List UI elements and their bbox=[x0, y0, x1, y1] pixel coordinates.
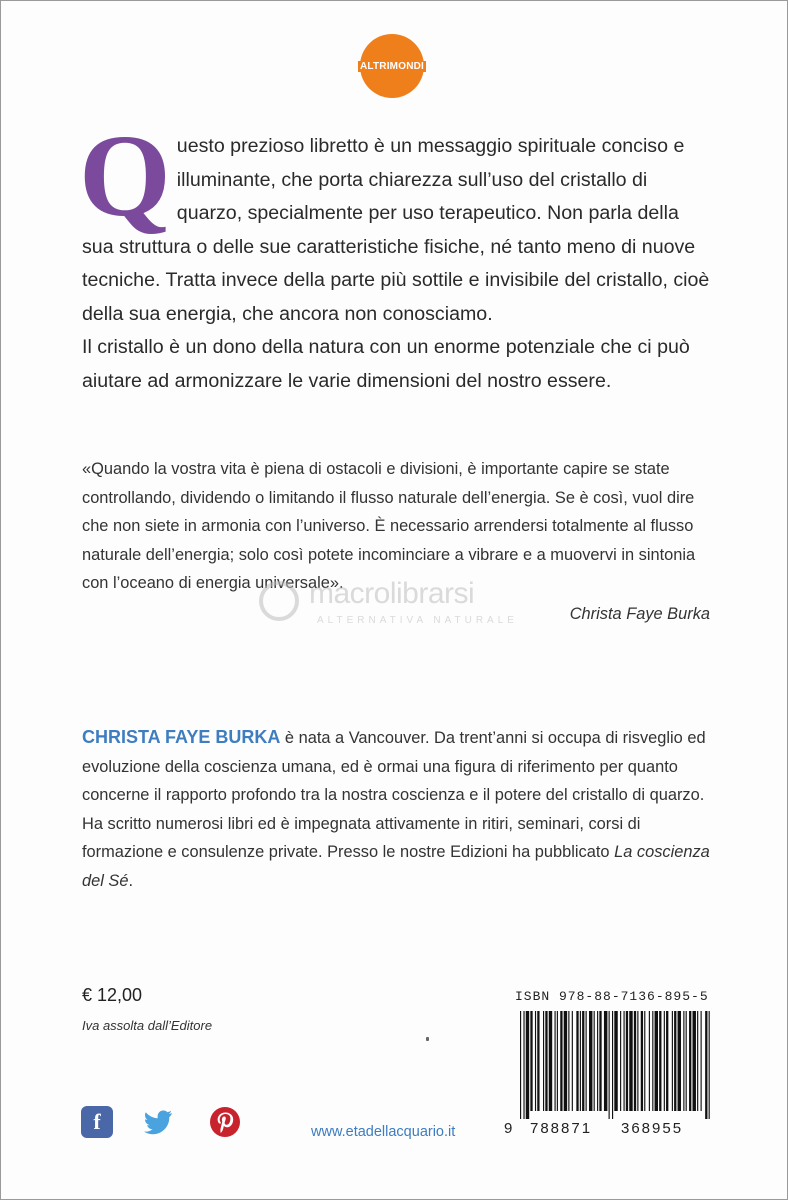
barcode-digits-right: 368955 bbox=[621, 1120, 684, 1136]
altrimondi-badge bbox=[360, 34, 424, 98]
barcode-bar bbox=[697, 1011, 698, 1111]
barcode-bar bbox=[701, 1011, 702, 1111]
vat-note: Iva assolta dall’Editore bbox=[82, 1018, 213, 1033]
barcode-bar bbox=[652, 1011, 653, 1111]
barcode-bar bbox=[564, 1011, 567, 1111]
quote-text: «Quando la vostra vita è piena di ostacoli e divisioni, è importante capire se state controllando, dividendo o limitando il flusso naturale dell’energia. Se è così, vuol dire che non siete in armonia con l’universo. È necessario arrendersi totalmente al flusso naturale dell’energia; solo così potete incominciare a vibrare e a muovervi in sintonia con l’oceano di energia universale». bbox=[82, 460, 696, 592]
barcode-bar bbox=[549, 1011, 552, 1111]
barcode-bar bbox=[545, 1011, 547, 1111]
barcode-bar bbox=[678, 1011, 681, 1111]
barcode-bar bbox=[560, 1011, 562, 1111]
barcode-bar bbox=[689, 1011, 691, 1111]
badge-label: ALTRIMONDI bbox=[359, 60, 425, 72]
barcode-bar bbox=[580, 1011, 581, 1111]
barcode-bar bbox=[683, 1011, 684, 1111]
barcode-bar bbox=[555, 1011, 556, 1111]
barcode-bar bbox=[604, 1011, 607, 1111]
barcode-bar bbox=[523, 1011, 524, 1119]
barcode-bar bbox=[535, 1011, 536, 1111]
barcode-bar bbox=[568, 1011, 569, 1111]
barcode-bar bbox=[599, 1011, 601, 1111]
facebook-icon[interactable]: f bbox=[81, 1106, 113, 1138]
barcode-bar bbox=[666, 1011, 668, 1111]
website-link[interactable]: www.etadellacquario.it bbox=[311, 1124, 456, 1140]
barcode-bar bbox=[644, 1011, 645, 1111]
barcode-bar bbox=[620, 1011, 621, 1111]
isbn-label: ISBN 978-88-7136-895-5 bbox=[515, 989, 709, 1004]
barcode-bar bbox=[582, 1011, 584, 1111]
barcode-bar bbox=[686, 1011, 687, 1111]
quote-attribution: Christa Faye Burka bbox=[569, 604, 710, 623]
barcode-bar bbox=[557, 1011, 558, 1111]
barcode-bar bbox=[624, 1011, 625, 1111]
barcode-digits bbox=[504, 1120, 683, 1136]
bio-end: . bbox=[128, 871, 134, 890]
intro-text bbox=[79, 110, 710, 398]
barcode-digits-left: 788871 bbox=[530, 1120, 593, 1136]
watermark-tagline: ALTERNATIVA NATURALE bbox=[317, 615, 518, 626]
bio-text: è nata a Vancouver. Da trent’anni si occupa di risveglio ed evoluzione della coscienza umana, ed è ormai una figura di riferimento per quanto concerne il rapporto profondo tra la nostra coscienza e il potere del cristallo di quarzo. Ha scritto numerosi libri ed è impegnata attivamente in ritiri, seminari, corsi di formazione e consulenze private. Presso le nostre Edizioni ha pubblicato bbox=[82, 729, 706, 861]
intro-paragraph-1: uesto prezioso libretto è un messaggio spirituale conciso e illuminante, che porta chiarezza sull’uso del cristallo di quarzo, specialmente per uso terapeutico. Non parla della sua struttura o delle sue caratteristiche fisiche, né tanto meno di nuove tecniche. Tratta invece della parte più sottile e invisibile del cristallo, cioè della sua energia, che ancora non conosciamo. bbox=[82, 135, 710, 325]
author-bio bbox=[82, 723, 710, 895]
twitter-icon[interactable] bbox=[142, 1106, 174, 1138]
barcode-bar bbox=[649, 1011, 650, 1111]
barcode-bar bbox=[572, 1011, 573, 1111]
barcode-bar bbox=[520, 1011, 521, 1119]
price: € 12,00 bbox=[82, 985, 143, 1005]
barcode-bar bbox=[664, 1011, 665, 1111]
barcode-bar bbox=[634, 1011, 636, 1111]
barcode-digit-first: 9 bbox=[504, 1120, 513, 1136]
bio-book-title: La coscienza del Sé bbox=[82, 843, 710, 890]
barcode-bar bbox=[597, 1011, 598, 1111]
pinterest-icon[interactable] bbox=[209, 1106, 241, 1138]
barcode-bar bbox=[626, 1011, 628, 1111]
barcode-bar bbox=[641, 1011, 643, 1111]
barcode-bar bbox=[659, 1011, 661, 1111]
author-name: CHRISTA FAYE BURKA bbox=[82, 727, 281, 747]
barcode-bar bbox=[655, 1011, 658, 1111]
barcode-bar bbox=[705, 1011, 707, 1119]
barcode-bar bbox=[674, 1011, 676, 1111]
barcode-bar bbox=[612, 1011, 613, 1119]
watermark-brand: macrolibrarsi bbox=[309, 577, 475, 610]
quote-block bbox=[82, 455, 710, 628]
barcode-bar bbox=[576, 1011, 578, 1111]
barcode-bar bbox=[709, 1011, 710, 1119]
barcode-bar bbox=[672, 1011, 673, 1111]
barcode-bar bbox=[586, 1011, 587, 1111]
print-speck bbox=[426, 1037, 429, 1041]
barcode-bars bbox=[520, 1011, 710, 1119]
barcode-bar bbox=[526, 1011, 529, 1119]
barcode-bar bbox=[530, 1011, 532, 1111]
barcode-bar bbox=[614, 1011, 617, 1111]
barcode-bar bbox=[537, 1011, 539, 1111]
barcode-bar bbox=[629, 1011, 632, 1111]
barcode-bar bbox=[609, 1011, 610, 1119]
intro-paragraph-2: Il cristallo è un dono della natura con un enorme potenziale che ci può aiutare ad armonizzare le varie dimensioni del nostro essere. bbox=[82, 336, 690, 392]
barcode-bar bbox=[637, 1011, 638, 1111]
drop-cap: Q bbox=[79, 110, 171, 241]
barcode-bar bbox=[589, 1011, 592, 1111]
barcode-bar bbox=[543, 1011, 544, 1111]
bio-paragraph bbox=[82, 723, 710, 895]
barcode-bar bbox=[693, 1011, 696, 1111]
barcode-bar bbox=[594, 1011, 595, 1111]
isbn-barcode bbox=[504, 1011, 714, 1136]
